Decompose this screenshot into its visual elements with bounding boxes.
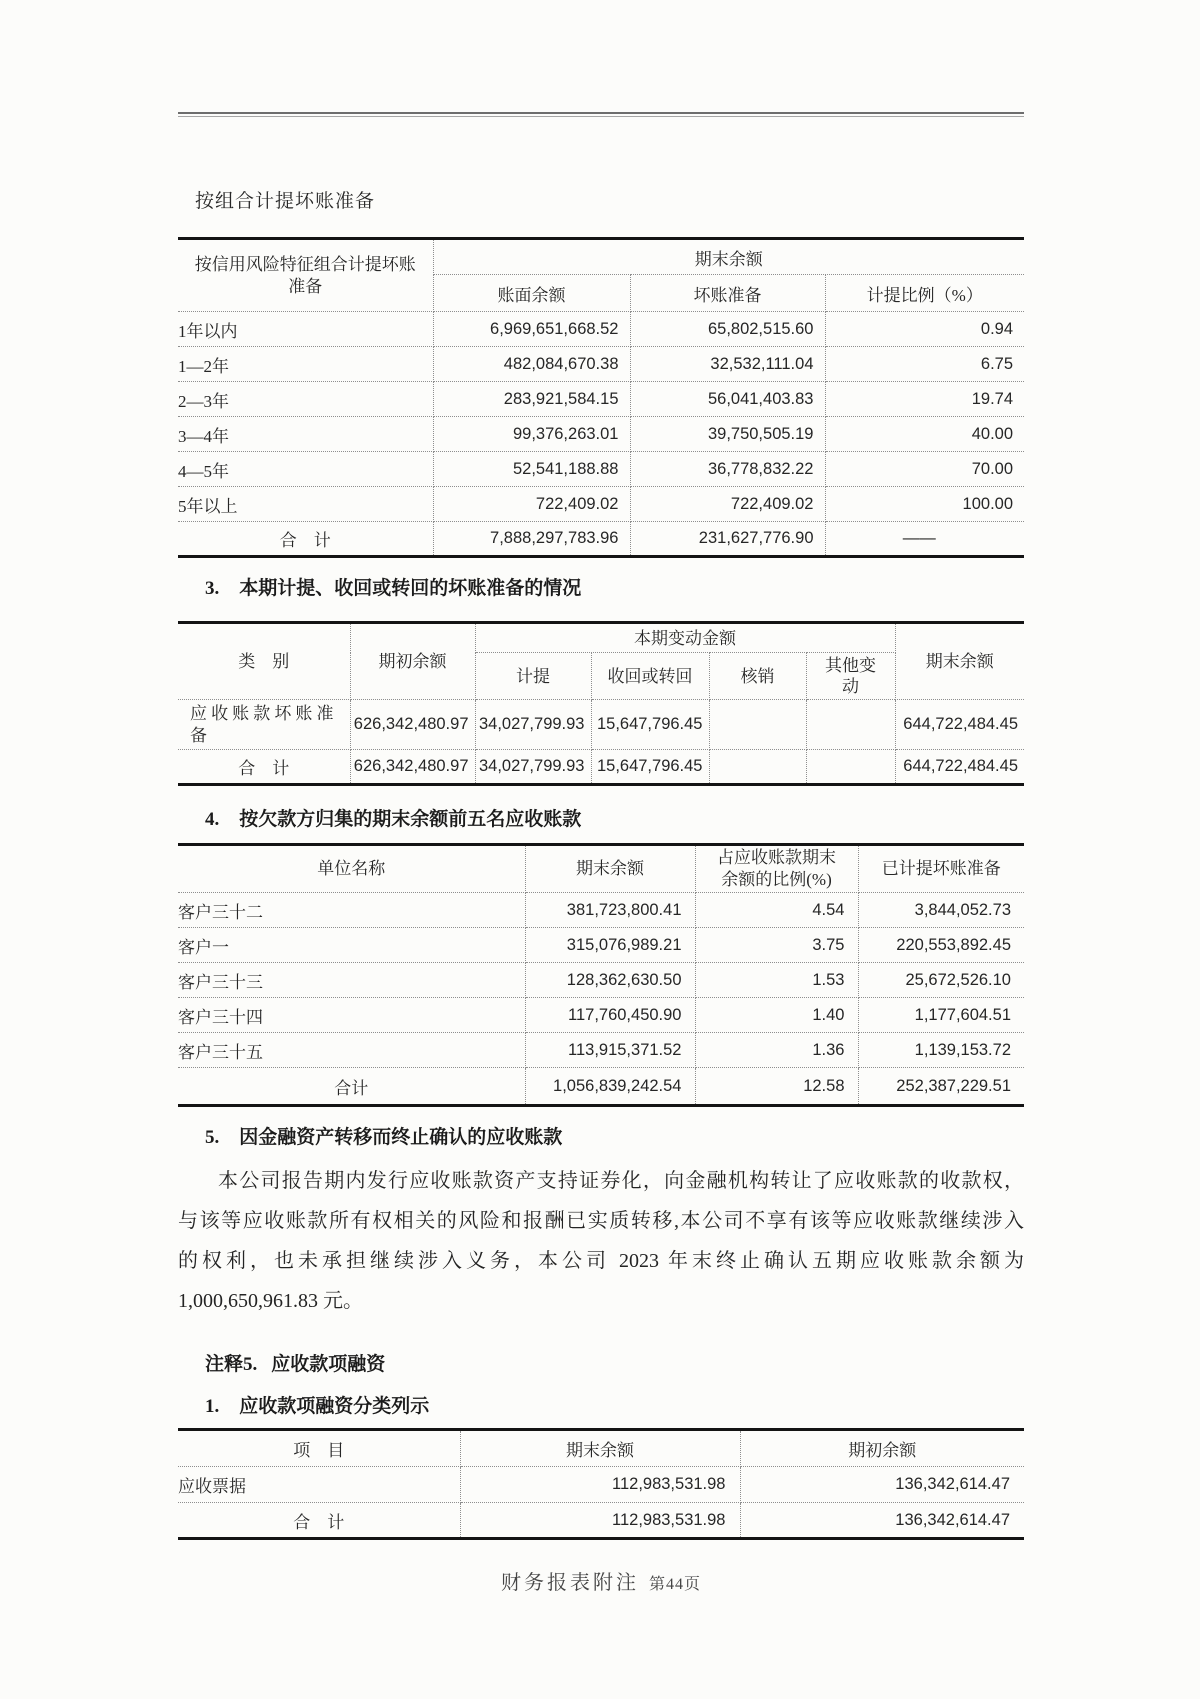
section-title: 本期计提、收回或转回的坏账准备的情况 (239, 578, 582, 599)
header-rule (178, 112, 1024, 117)
cell-value: 1.40 (695, 998, 858, 1033)
header-cell-change: 本期变动金额 (475, 623, 895, 653)
cell-label: 客户三十四 (178, 998, 525, 1033)
cell-value: 220,553,892.45 (858, 928, 1024, 963)
cell-empty (806, 750, 895, 785)
header-cell-provision: 已计提坏账准备 (858, 845, 1024, 893)
cell-value: 1,056,839,242.54 (525, 1068, 695, 1106)
cell-value: 626,342,480.97 (350, 700, 475, 750)
cell-value: 136,342,614.47 (740, 1467, 1024, 1503)
cell-value: 252,387,229.51 (858, 1068, 1024, 1106)
cell-label: 2—3年 (178, 382, 433, 417)
table-row (178, 928, 1024, 963)
cell-value: 99,376,263.01 (433, 417, 630, 452)
cell-value: 112,983,531.98 (460, 1503, 740, 1539)
cell-value: 70.00 (825, 452, 1024, 487)
header-cell-closing-balance: 期末余额 (433, 239, 1024, 275)
paragraph-line: 的权利，也未承担继续涉入义务，本公司 2023 年末终止确认五期应收账款余额为 (178, 1250, 1024, 1272)
section-number: 注释5. (205, 1354, 258, 1375)
header-cell-opening: 期初余额 (740, 1430, 1024, 1467)
cell-value: 15,647,796.45 (591, 700, 709, 750)
header-cell-writeoff: 核销 (709, 653, 806, 700)
cell-label: 应收票据 (178, 1467, 460, 1503)
cell-total-label: 合 计 (178, 522, 433, 557)
cell-value: 65,802,515.60 (630, 312, 825, 347)
cell-value: 283,921,584.15 (433, 382, 630, 417)
table-header-row (178, 845, 1024, 893)
cell-value: 113,915,371.52 (525, 1033, 695, 1068)
table-row (178, 417, 1024, 452)
cell-value: 12.58 (695, 1068, 858, 1106)
header-cell-gross: 账面余额 (433, 275, 630, 312)
cell-value: 1,139,153.72 (858, 1033, 1024, 1068)
table-header-row (178, 239, 1024, 275)
cell-value: 315,076,989.21 (525, 928, 695, 963)
provision-movement-table (178, 621, 1024, 786)
header-cell-accrual: 计提 (475, 653, 591, 700)
cell-label: 客户三十二 (178, 893, 525, 928)
cell-total-label: 合 计 (178, 1503, 460, 1539)
table-row (178, 452, 1024, 487)
cell-value: 626,342,480.97 (350, 750, 475, 785)
cell-value: 1,177,604.51 (858, 998, 1024, 1033)
header-cell-provision: 坏账准备 (630, 275, 825, 312)
section-title: 应收款项融资 (271, 1354, 386, 1375)
section-title: 因金融资产转移而终止确认的应收账款 (239, 1127, 563, 1148)
cell-value: —— (825, 522, 1024, 557)
header-cell-ratio: 占应收账款期末余额的比例(%) (695, 845, 858, 893)
section-title: 按欠款方归集的期末余额前五名应收账款 (239, 809, 582, 830)
footer-page-number: 第44页 (648, 1576, 701, 1593)
table-header-row (178, 1430, 1024, 1467)
cell-value: 34,027,799.93 (475, 750, 591, 785)
cell-empty (709, 750, 806, 785)
cell-value: 128,362,630.50 (525, 963, 695, 998)
cell-value: 6.75 (825, 347, 1024, 382)
group-provision-label: 按组合计提坏账准备 (195, 191, 376, 212)
cell-value: 100.00 (825, 487, 1024, 522)
cell-empty (806, 700, 895, 750)
paragraph-line: 与该等应收账款所有权相关的风险和报酬已实质转移,本公司不享有该等应收账款继续涉入 (178, 1210, 1024, 1232)
table-total-row (178, 522, 1024, 557)
cell-value: 112,983,531.98 (460, 1467, 740, 1503)
header-cell-closing: 期末余额 (460, 1430, 740, 1467)
receivables-financing-table (178, 1428, 1024, 1540)
cell-label: 客户一 (178, 928, 525, 963)
page-footer (178, 1566, 1024, 1595)
section-number: 4. (205, 809, 220, 830)
cell-label: 1—2年 (178, 347, 433, 382)
section-title: 应收款项融资分类列示 (239, 1396, 430, 1417)
table-row (178, 347, 1024, 382)
table-row (178, 963, 1024, 998)
cell-label: 客户三十三 (178, 963, 525, 998)
cell-value: 722,409.02 (433, 487, 630, 522)
table-row (178, 1033, 1024, 1068)
cell-label: 应收账款坏账准备 (178, 700, 350, 750)
cell-value: 6,969,651,668.52 (433, 312, 630, 347)
header-cell-entity: 单位名称 (178, 845, 525, 893)
table-total-row (178, 750, 1024, 785)
header-cell-item: 项 目 (178, 1430, 460, 1467)
cell-value: 34,027,799.93 (475, 700, 591, 750)
paragraph-line: 1,000,650,961.83 元。 (178, 1290, 363, 1312)
footer-title: 财务报表附注 (500, 1572, 639, 1594)
subsection-1-heading (205, 1391, 429, 1418)
cell-label: 3—4年 (178, 417, 433, 452)
cell-value: 7,888,297,783.96 (433, 522, 630, 557)
header-cell-group: 按信用风险特征组合计提坏账准备 (178, 239, 433, 312)
table-row (178, 700, 1024, 750)
cell-value: 25,672,526.10 (858, 963, 1024, 998)
table-total-row (178, 1068, 1024, 1106)
cell-value: 3.75 (695, 928, 858, 963)
section-5-heading (205, 1122, 562, 1149)
section-number: 3. (205, 578, 220, 599)
cell-value: 3,844,052.73 (858, 893, 1024, 928)
derecognition-paragraph (178, 1161, 1024, 1321)
cell-value: 40.00 (825, 417, 1024, 452)
cell-value: 136,342,614.47 (740, 1503, 1024, 1539)
section-4-heading (205, 804, 581, 831)
cell-total-label: 合计 (178, 1068, 525, 1106)
header-cell-closing: 期末余额 (895, 623, 1024, 700)
cell-empty (709, 700, 806, 750)
table-header-row (178, 623, 1024, 653)
paragraph-line: 本公司报告期内发行应收账款资产支持证券化，向金融机构转让了应收账款的收款权， (218, 1170, 1024, 1192)
cell-value: 36,778,832.22 (630, 452, 825, 487)
header-cell-recovery: 收回或转回 (591, 653, 709, 700)
cell-label: 客户三十五 (178, 1033, 525, 1068)
cell-value: 19.74 (825, 382, 1024, 417)
cell-value: 117,760,450.90 (525, 998, 695, 1033)
cell-label: 4—5年 (178, 452, 433, 487)
header-cell-ratio: 计提比例（%） (825, 275, 1024, 312)
header-cell-category: 类 别 (178, 623, 350, 700)
cell-value: 644,722,484.45 (895, 700, 1024, 750)
cell-value: 56,041,403.83 (630, 382, 825, 417)
cell-label: 1年以内 (178, 312, 433, 347)
top-five-debtors-table (178, 843, 1024, 1107)
cell-value: 231,627,776.90 (630, 522, 825, 557)
table-row (178, 1467, 1024, 1503)
cell-value: 722,409.02 (630, 487, 825, 522)
cell-total-label: 合 计 (178, 750, 350, 785)
section-3-heading (205, 573, 581, 600)
table-row (178, 312, 1024, 347)
table-total-row (178, 1503, 1024, 1539)
cell-value: 52,541,188.88 (433, 452, 630, 487)
header-cell-other: 其他变动 (806, 653, 895, 700)
cell-value: 0.94 (825, 312, 1024, 347)
aging-provision-table (178, 237, 1024, 558)
cell-value: 482,084,670.38 (433, 347, 630, 382)
cell-value: 1.53 (695, 963, 858, 998)
cell-value: 4.54 (695, 893, 858, 928)
section-number: 1. (205, 1396, 220, 1417)
header-cell-opening: 期初余额 (350, 623, 475, 700)
table-row (178, 382, 1024, 417)
cell-value: 381,723,800.41 (525, 893, 695, 928)
cell-value: 15,647,796.45 (591, 750, 709, 785)
cell-value: 1.36 (695, 1033, 858, 1068)
cell-value: 644,722,484.45 (895, 750, 1024, 785)
table-row (178, 487, 1024, 522)
header-cell-closing: 期末余额 (525, 845, 695, 893)
section-number: 5. (205, 1127, 220, 1148)
cell-value: 32,532,111.04 (630, 347, 825, 382)
table-row (178, 893, 1024, 928)
cell-value: 39,750,505.19 (630, 417, 825, 452)
cell-label: 5年以上 (178, 487, 433, 522)
note-5-heading (205, 1349, 385, 1376)
table-row (178, 998, 1024, 1033)
